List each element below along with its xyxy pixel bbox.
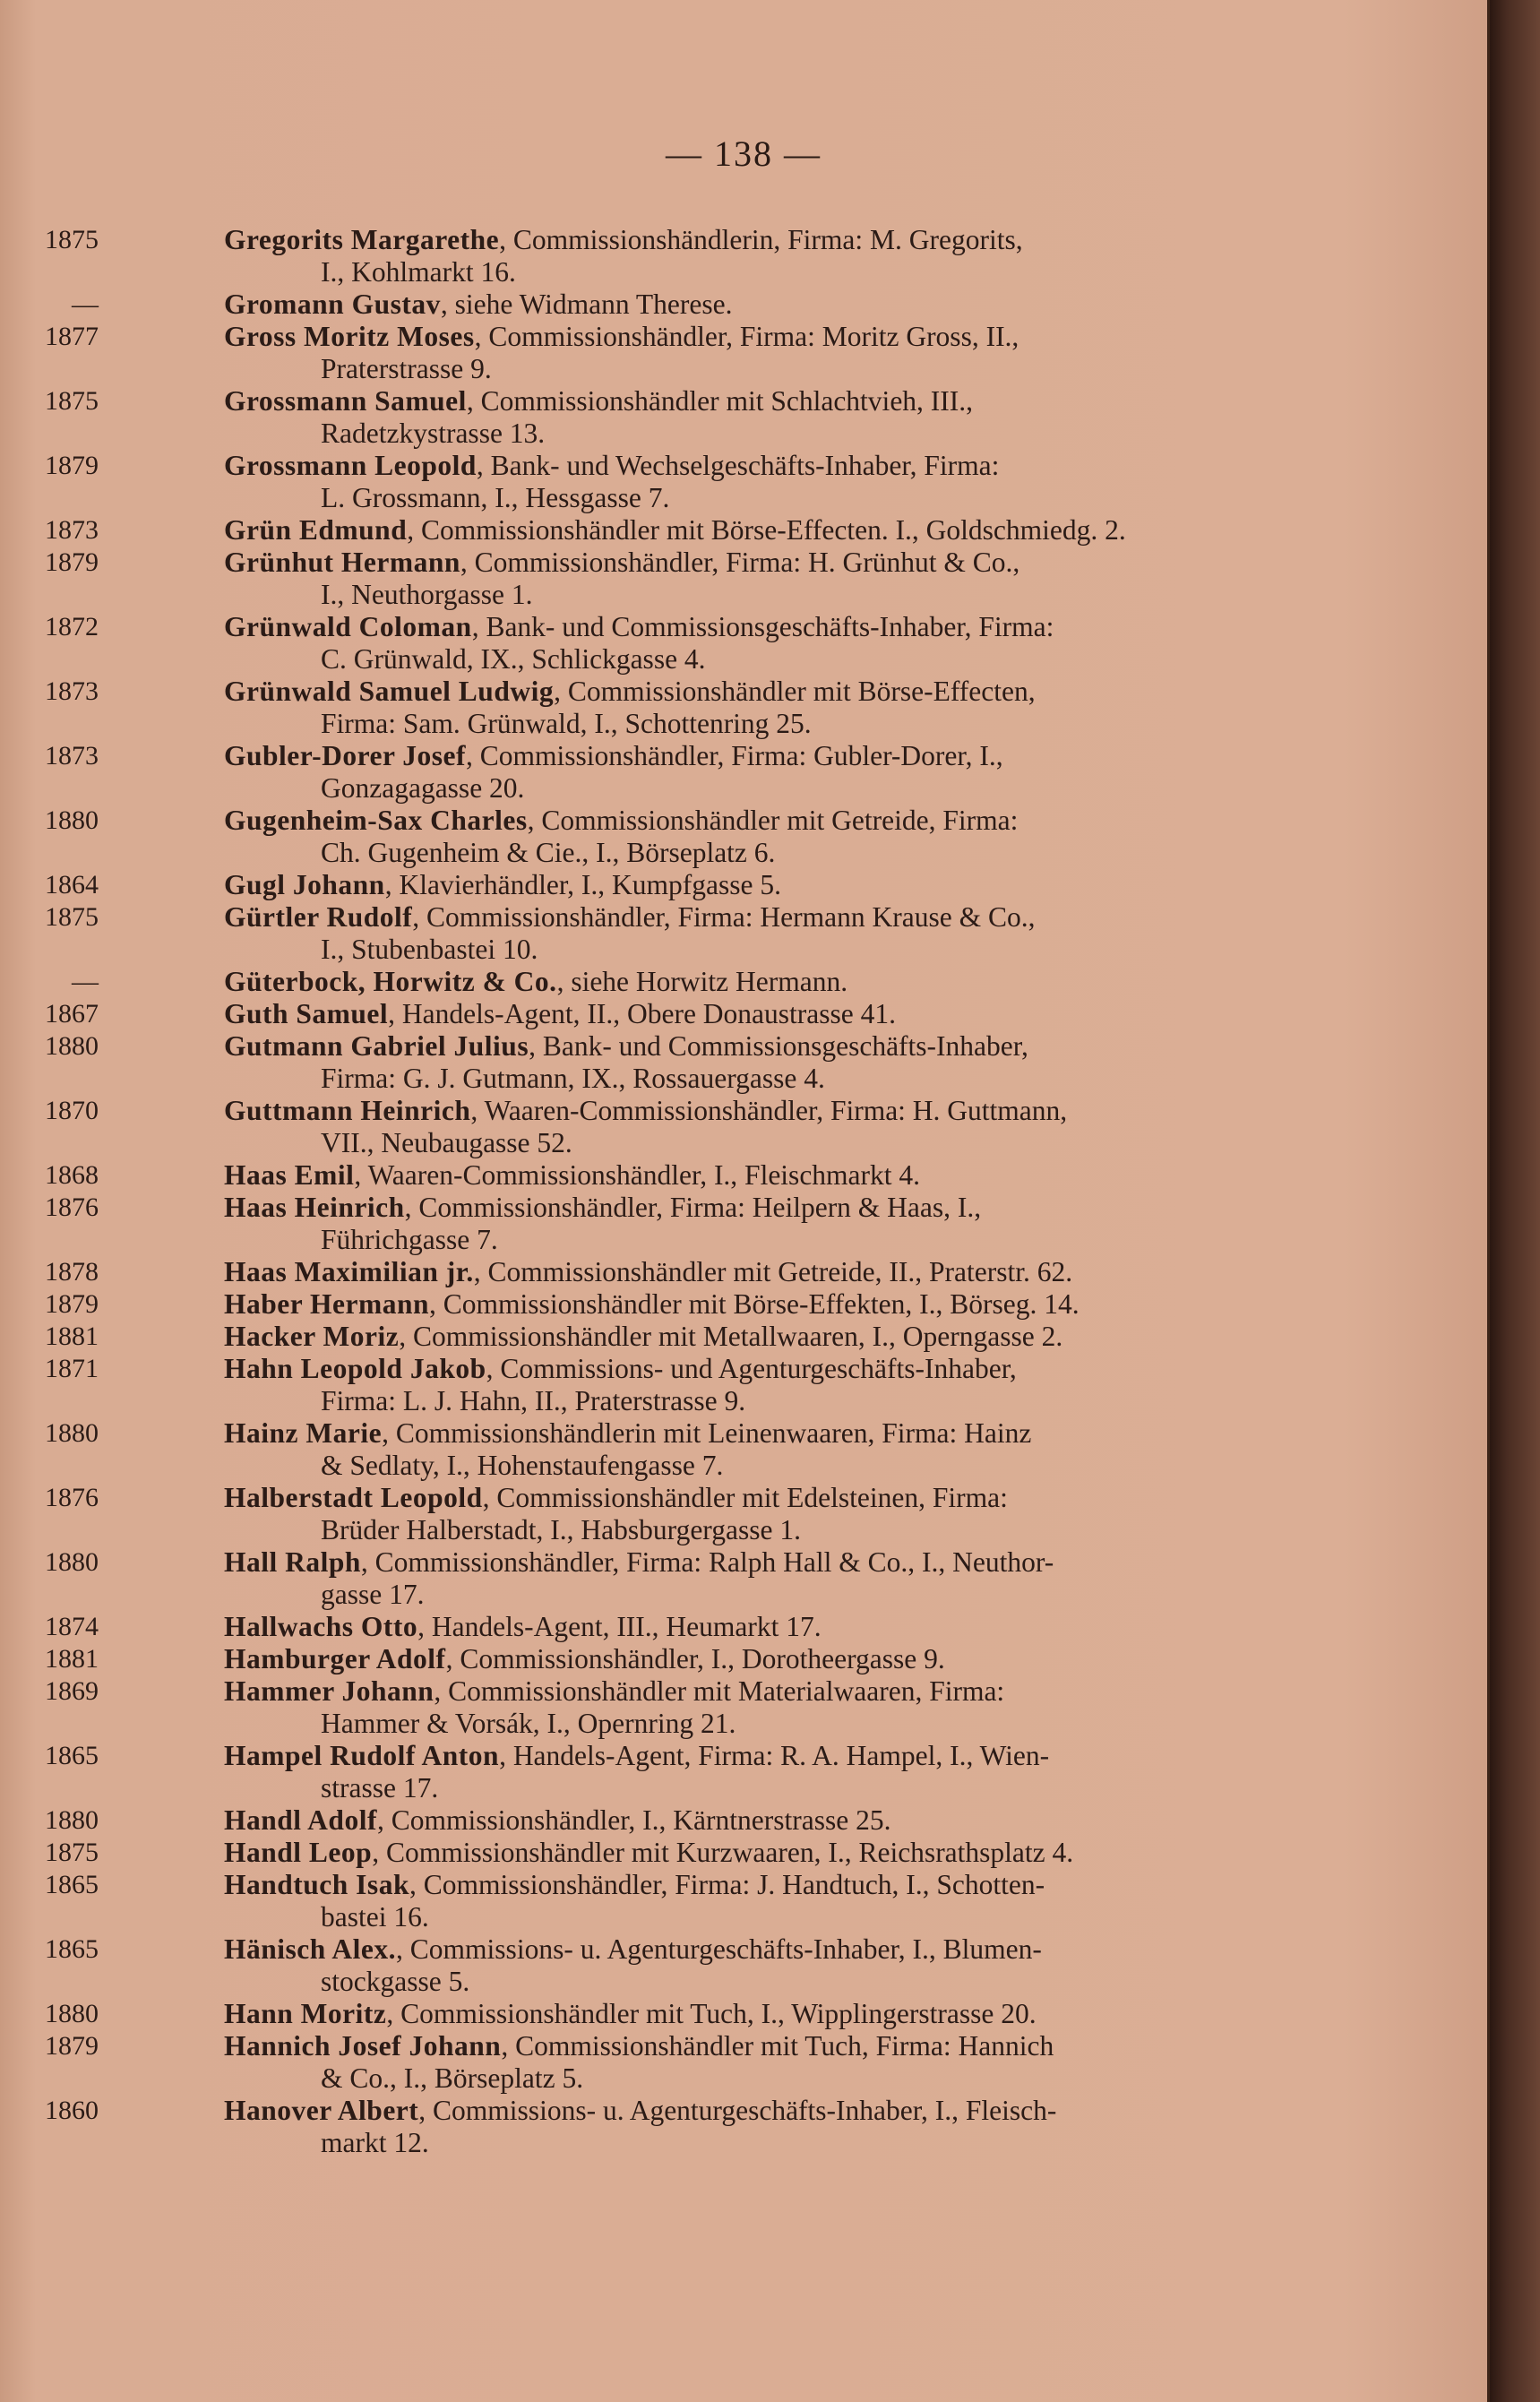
entry-address: VII., Neubaugasse 52. xyxy=(321,1127,572,1158)
directory-entry xyxy=(45,450,1375,514)
entry-year: 1879 xyxy=(45,2031,99,2061)
entry-description: , Commissionshändler, I., Dorotheergasse 9. xyxy=(445,1643,945,1675)
entry-year: 1864 xyxy=(45,870,99,900)
entry-name: Hamburger Adolf xyxy=(224,1643,446,1675)
entry-year: 1865 xyxy=(45,1870,99,1899)
entry-address: Hammer & Vorsák, I., Opernring 21. xyxy=(321,1708,736,1739)
entry-address: I., Stubenbastei 10. xyxy=(321,934,538,965)
entry-name: Hammer Johann xyxy=(224,1675,434,1707)
directory-entry xyxy=(45,901,1375,966)
entry-year: 1880 xyxy=(45,805,99,835)
entry-name: Hannich Josef Johann xyxy=(224,2030,502,2062)
entry-address: strasse 17. xyxy=(321,1772,439,1804)
entry-description: , Handels-Agent, Firma: R. A. Hampel, I., Wien- xyxy=(499,1740,1050,1771)
entry-year: 1880 xyxy=(45,1547,99,1577)
entry-name: Handl Leop xyxy=(224,1837,373,1868)
entry-name: Gutmann Gabriel Julius xyxy=(224,1030,529,1062)
directory-entry xyxy=(45,1740,1375,1804)
directory-entry xyxy=(45,547,1375,611)
entry-description: , Commissionshändler, Firma: Hermann Krause & Co., xyxy=(412,901,1036,933)
entry-name: Handl Adolf xyxy=(224,1804,377,1836)
entry-name: Hanover Albert xyxy=(224,2095,419,2126)
directory-entry xyxy=(45,1675,1375,1740)
entry-year: 1881 xyxy=(45,1644,99,1674)
entry-year: 1872 xyxy=(45,612,99,641)
entry-description: , Commissionshändler, Firma: J. Handtuch, I., Schotten- xyxy=(409,1869,1045,1900)
directory-entry xyxy=(45,1321,1375,1353)
directory-entry xyxy=(45,998,1375,1030)
entry-year: 1876 xyxy=(45,1483,99,1512)
entry-description: , Commissionshändlerin mit Leinenwaaren, Firma: Hainz xyxy=(382,1417,1032,1449)
entry-address: Firma: Sam. Grünwald, I., Schottenring 25. xyxy=(321,708,812,739)
entry-name: Haas Emil xyxy=(224,1159,355,1191)
entry-name: Haber Hermann xyxy=(224,1288,430,1320)
entry-address: Ch. Gugenheim & Cie., I., Börseplatz 6. xyxy=(321,837,776,868)
entry-year: 1870 xyxy=(45,1096,99,1125)
entry-address: L. Grossmann, I., Hessgasse 7. xyxy=(321,482,670,513)
entry-name: Gürtler Rudolf xyxy=(224,901,413,933)
entry-name: Hacker Moriz xyxy=(224,1321,400,1352)
entry-year: 1880 xyxy=(45,1031,99,1061)
entry-description: , Commissionshändler, I., Kärntnerstrasse 25. xyxy=(376,1804,891,1836)
directory-entry xyxy=(45,1256,1375,1288)
entry-name: Hainz Marie xyxy=(224,1417,383,1449)
entry-address: Praterstrasse 9. xyxy=(321,353,492,384)
entry-address: I., Kohlmarkt 16. xyxy=(321,256,516,288)
directory-entry xyxy=(45,1482,1375,1546)
entry-description: , Commissionshändler mit Kurzwaaren, I., Reichsrathsplatz 4. xyxy=(372,1837,1074,1868)
entry-year: 1873 xyxy=(45,741,99,771)
entry-year: 1869 xyxy=(45,1676,99,1706)
entry-name: Haas Maximilian jr. xyxy=(224,1256,474,1287)
directory-entry xyxy=(72,966,1375,998)
directory-entry xyxy=(45,1159,1375,1192)
directory-entry xyxy=(45,514,1375,547)
directory-entry xyxy=(45,1837,1375,1869)
entry-description: , Commissions- und Agenturgeschäfts-Inhaber, xyxy=(486,1353,1017,1384)
entry-name: Gubler-Dorer Josef xyxy=(224,740,466,771)
directory-entry xyxy=(45,740,1375,805)
entry-description: , Commissionshändler mit Tuch, Firma: Hannich xyxy=(501,2030,1054,2062)
directory-entry xyxy=(72,288,1375,321)
entry-description: , Commissionshändler mit Schlachtvieh, III., xyxy=(466,385,974,417)
entry-year: 1875 xyxy=(45,386,99,416)
entry-description: , Klavierhändler, I., Kumpfgasse 5. xyxy=(384,869,781,900)
entry-description: , Commissionshändler mit Materialwaaren, Firma: xyxy=(434,1675,1005,1707)
entry-address: Gonzagagasse 20. xyxy=(321,772,525,804)
entry-address: Führichgasse 7. xyxy=(321,1224,498,1255)
entry-name: Hall Ralph xyxy=(224,1546,361,1578)
entry-address: I., Neuthorgasse 1. xyxy=(321,579,533,610)
entry-address: stockgasse 5. xyxy=(321,1966,470,1997)
entry-description: , Bank- und Wechselgeschäfts-Inhaber, Firma: xyxy=(476,450,1000,481)
directory-entry xyxy=(45,1611,1375,1643)
entry-description: , Commissionshändler mit Börse-Effecten. I., Goldschmiedg. 2. xyxy=(407,514,1126,546)
entry-address: C. Grünwald, IX., Schlickgasse 4. xyxy=(321,643,706,675)
entry-name: Hann Moritz xyxy=(224,1998,387,2029)
entry-name: Gugl Johann xyxy=(224,869,385,900)
entry-description: , Commissionshändler, Firma: Gubler-Dorer, I., xyxy=(465,740,1003,771)
entry-year: 1868 xyxy=(45,1160,99,1190)
entry-name: Grünhut Hermann xyxy=(224,547,460,578)
directory-entry xyxy=(45,1192,1375,1256)
entry-year: — xyxy=(72,967,99,996)
entry-year: 1873 xyxy=(45,515,99,545)
directory-entry xyxy=(45,1869,1375,1933)
entry-description: , Handels-Agent, III., Heumarkt 17. xyxy=(417,1611,822,1642)
entry-name: Haas Heinrich xyxy=(224,1192,405,1223)
entry-year: 1881 xyxy=(45,1322,99,1351)
entry-name: Gross Moritz Moses xyxy=(224,321,475,352)
entry-year: 1875 xyxy=(45,1838,99,1867)
entry-name: Grossmann Leopold xyxy=(224,450,477,481)
entry-description: , Bank- und Commissionsgeschäfts-Inhaber, xyxy=(529,1030,1028,1062)
entry-year: 1879 xyxy=(45,451,99,480)
entry-description: , Waaren-Commissionshändler, Firma: H. Guttmann, xyxy=(470,1095,1068,1126)
entry-year: 1880 xyxy=(45,1418,99,1448)
directory-entry xyxy=(45,1417,1375,1482)
directory-entry xyxy=(45,1643,1375,1675)
directory-entry xyxy=(45,2095,1375,2159)
entry-description: , Commissionshändlerin, Firma: M. Gregorits, xyxy=(499,224,1023,255)
entry-name: Hallwachs Otto xyxy=(224,1611,418,1642)
entry-year: 1875 xyxy=(45,902,99,932)
entry-address: & Co., I., Börseplatz 5. xyxy=(321,2062,584,2094)
entry-address: & Sedlaty, I., Hohenstaufengasse 7. xyxy=(321,1450,724,1481)
entry-year: 1865 xyxy=(45,1741,99,1770)
entry-year: 1879 xyxy=(45,1289,99,1319)
directory-entry xyxy=(45,611,1375,676)
directory-entry xyxy=(45,385,1375,450)
entry-description: , Commissionshändler mit Getreide, Firma: xyxy=(527,805,1019,836)
entry-name: Gregorits Margarethe xyxy=(224,224,500,255)
page-number: — 138 — xyxy=(666,133,822,174)
entry-description: , Commissionshändler, Firma: Heilpern & Haas, I., xyxy=(404,1192,982,1223)
entry-description: , Handels-Agent, II., Obere Donaustrasse 41. xyxy=(388,998,897,1029)
entry-description: , Commissionshändler mit Edelsteinen, Firma: xyxy=(482,1482,1008,1513)
entry-description: , Commissionshändler, Firma: H. Grünhut & Co., xyxy=(460,547,1020,578)
entry-name: Handtuch Isak xyxy=(224,1869,409,1900)
directory-entry xyxy=(45,1030,1375,1095)
entry-year: 1880 xyxy=(45,1999,99,2028)
entry-name: Gromann Gustav xyxy=(224,288,441,320)
directory-entry xyxy=(45,805,1375,869)
book-binding xyxy=(1490,0,1540,2402)
directory-entry xyxy=(45,676,1375,740)
entry-name: Grossmann Samuel xyxy=(224,385,467,417)
entry-address: Brüder Halberstadt, I., Habsburgergasse 1. xyxy=(321,1514,801,1545)
entry-address: Firma: L. J. Hahn, II., Praterstrasse 9. xyxy=(321,1385,746,1416)
entry-address: bastei 16. xyxy=(321,1901,429,1933)
entry-name: Gugenheim-Sax Charles xyxy=(224,805,528,836)
entry-year: 1876 xyxy=(45,1192,99,1222)
entry-description: , Commissionshändler, Firma: Moritz Gross, II., xyxy=(474,321,1019,352)
entry-name: Hänisch Alex. xyxy=(224,1933,397,1965)
entry-year: 1879 xyxy=(45,547,99,577)
entry-description: , Commissionshändler mit Metallwaaren, I., Operngasse 2. xyxy=(399,1321,1063,1352)
directory-entry xyxy=(45,1804,1375,1837)
entry-year: 1865 xyxy=(45,1934,99,1964)
entry-name: Guth Samuel xyxy=(224,998,389,1029)
entry-name: Halberstadt Leopold xyxy=(224,1482,483,1513)
entry-name: Grünwald Coloman xyxy=(224,611,472,642)
entry-year: — xyxy=(72,289,99,319)
entry-address: gasse 17. xyxy=(321,1579,425,1610)
entry-name: Grün Edmund xyxy=(224,514,408,546)
entry-year: 1878 xyxy=(45,1257,99,1287)
entry-address: markt 12. xyxy=(321,2127,429,2158)
directory-entry xyxy=(45,1288,1375,1321)
directory-entry xyxy=(45,869,1375,901)
entry-name: Guttmann Heinrich xyxy=(224,1095,471,1126)
directory-entry xyxy=(45,1998,1375,2030)
entry-year: 1871 xyxy=(45,1354,99,1383)
entry-description: , Commissions- u. Agenturgeschäfts-Inhaber, I., Fleisch- xyxy=(418,2095,1057,2126)
entry-description: , Commissionshändler mit Börse-Effecten, xyxy=(554,676,1036,707)
entry-description: , Bank- und Commissionsgeschäfts-Inhaber, Firma: xyxy=(471,611,1054,642)
directory-entry xyxy=(45,1546,1375,1611)
directory-entry xyxy=(45,2030,1375,2095)
directory-entry xyxy=(45,1353,1375,1417)
entry-year: 1860 xyxy=(45,2096,99,2125)
entry-address: Firma: G. J. Gutmann, IX., Rossauergasse 4. xyxy=(321,1063,825,1094)
entry-address: Radetzkystrasse 13. xyxy=(321,418,546,449)
entry-description: , siehe Horwitz Hermann. xyxy=(556,966,848,997)
directory-entry xyxy=(45,1095,1375,1159)
entry-year: 1873 xyxy=(45,676,99,706)
entry-name: Hampel Rudolf Anton xyxy=(224,1740,500,1771)
entry-year: 1880 xyxy=(45,1805,99,1835)
directory-entry xyxy=(45,321,1375,385)
entry-description: , Commissions- u. Agenturgeschäfts-Inhaber, I., Blumen- xyxy=(396,1933,1042,1965)
directory-entry xyxy=(45,1933,1375,1998)
directory-entry xyxy=(45,224,1375,288)
entry-description: , Commissionshändler mit Tuch, I., Wipplingerstrasse 20. xyxy=(386,1998,1037,2029)
entry-name: Güterbock, Horwitz & Co. xyxy=(224,966,557,997)
entry-year: 1875 xyxy=(45,225,99,254)
entry-description: , Commissionshändler mit Getreide, II., Praterstr. 62. xyxy=(473,1256,1073,1287)
entry-description: , Commissionshändler mit Börse-Effekten, I., Börseg. 14. xyxy=(429,1288,1080,1320)
entry-year: 1877 xyxy=(45,322,99,351)
entry-year: 1874 xyxy=(45,1612,99,1641)
entry-year: 1867 xyxy=(45,999,99,1029)
entry-name: Hahn Leopold Jakob xyxy=(224,1353,486,1384)
entry-name: Grünwald Samuel Ludwig xyxy=(224,676,555,707)
entry-description: , siehe Widmann Therese. xyxy=(440,288,733,320)
directory-entries xyxy=(45,224,1375,2159)
entry-description: , Waaren-Commissionshändler, I., Fleischmarkt 4. xyxy=(354,1159,921,1191)
entry-description: , Commissionshändler, Firma: Ralph Hall & Co., I., Neuthor- xyxy=(360,1546,1054,1578)
